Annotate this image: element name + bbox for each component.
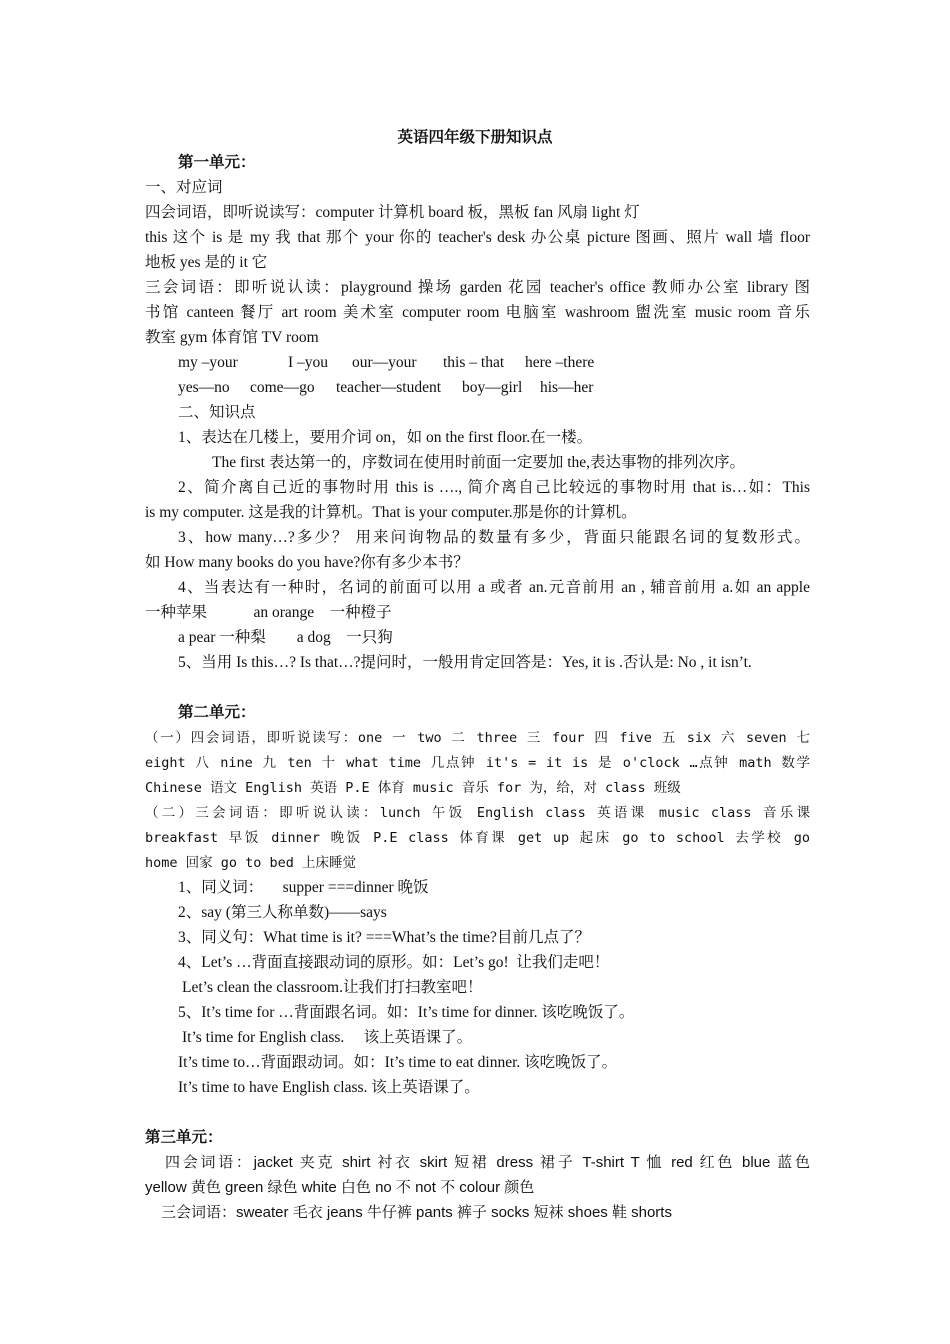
opposite-pair: come—go [250,379,315,396]
knowledge-point: 2、say (第三人称单数)——says [178,904,387,921]
unit2-line: （一）四会词语，即听说读写：one 一 two 二 three 三 four 四 five 五 six 六 seven 七 [145,730,810,746]
unit1-line: 书馆 canteen 餐厅 art room 美术室 computer room 电脑室 washroom 盥洗室 music room 音乐 [145,304,810,321]
knowledge-point: 1、同义词： supper ===dinner 晚饭 [178,879,429,896]
knowledge-point: 3、同义句：What time is it? ===What’s the time?目前几点了？ [178,929,590,946]
opposite-pair: my –your [178,354,238,371]
unit1-line: 一、对应词 [145,179,223,196]
unit1-line: 地板 yes 是的 it 它 [145,254,268,271]
opposites-row [178,378,810,398]
unit2-line: Chinese 语文 English 英语 P.E 体育 music 音乐 for 为，给，对 class 班级 [145,780,681,796]
knowledge-point: It’s time for English class. 该上英语课了。 [182,1029,473,1046]
knowledge-point: a pear 一种梨 a dog 一只狗 [178,629,393,646]
opposite-pair: his—her [540,379,594,396]
knowledge-point: 5、当用 Is this…? Is that…?提问时，一般用肯定回答是：Yes, it is .否认是: No , it isn’t. [178,654,752,671]
knowledge-point: The first 表达第一的，序数词在使用时前面一定要加 the,表达事物的排列次序。 [212,454,746,471]
unit2-line: （二）三会词语：即听说认读：lunch 午饭 English class 英语课 music class 音乐课 [145,805,810,821]
knowledge-point: It’s time to…背面跟动词。如：It’s time to eat dinner. 该吃晚饭了。 [178,1054,618,1071]
unit3-line: 四会词语：jacket 夹克 shirt 衬衣 skirt 短裙 dress 裙子 T-shirt T 恤 red 红色 blue 蓝色 [165,1154,810,1171]
opposite-pair: here –there [525,354,595,371]
knowledge-point: 4、Let’s …背面直接跟动词的原形。如：Let’s go! 让我们走吧！ [178,954,610,971]
unit1-heading: 第一单元： [178,154,256,171]
unit3-heading: 第三单元： [145,1129,223,1146]
opposite-pair: I –you [288,354,329,371]
unit3-line: yellow 黄色 green 绿色 white 白色 no 不 not 不 colour 颜色 [145,1179,535,1196]
unit1-line: this 这个 is 是 my 我 that 那个 your 你的 teacher's desk 办公桌 picture 图画、照片 wall 墙 floor [145,229,810,246]
knowledge-point: 4、当表达有一种时，名词的前面可以用 a 或者 an.元音前用 an , 辅音前用 a.如 an apple [178,579,810,596]
opposites-row [178,353,810,373]
unit1-line: 三会词语：即听说认读：playground 操场 garden 花园 teacher's office 教师办公室 library 图 [145,279,810,296]
knowledge-point: It’s time to have English class. 该上英语课了。 [178,1079,480,1096]
unit2-line: home 回家 go to bed 上床睡觉 [145,855,357,871]
opposite-pair: our—your [352,354,417,371]
unit3-line: 三会词语：sweater 毛衣 jeans 牛仔裤 pants 裤子 socks 短袜 shoes 鞋 shorts [161,1204,672,1221]
opposite-pair: teacher—student [336,379,442,396]
unit1-line: 四会词语，即听说读写：computer 计算机 board 板，黑板 fan 风扇 light 灯 [145,204,640,221]
knowledge-point: 一种苹果 an orange 一种橙子 [145,604,392,621]
opposite-pair: yes—no [178,379,230,396]
unit2-line: breakfast 早饭 dinner 晚饭 P.E class 体育课 get up 起床 go to school 去学校 go [145,830,810,846]
knowledge-point: 2、简介离自己近的事物时用 this is …., 简介离自己比较远的事物时用 that is…如：This [178,479,810,496]
knowledge-point: 1、表达在几楼上，要用介词 on，如 on the first floor.在一楼。 [178,429,593,446]
knowledge-point: 5、It’s time for …背面跟名词。如：It’s time for dinner. 该吃晚饭了。 [178,1004,635,1021]
opposite-pair: boy—girl [462,379,523,396]
unit2-heading: 第二单元： [178,704,256,721]
knowledge-point: 如 How many books do you have?你有多少本书？ [145,554,469,571]
unit2-line: eight 八 nine 九 ten 十 what time 几点钟 it's = it is 是 o'clock …点钟 math 数学 [145,755,810,771]
knowledge-point: Let’s clean the classroom.让我们打扫教室吧！ [182,979,483,996]
knowledge-heading: 二、知识点 [178,404,256,421]
document-title: 英语四年级下册知识点 [397,129,553,146]
unit1-line: 教室 gym 体育馆 TV room [145,329,319,346]
opposite-pair: this – that [443,354,505,371]
knowledge-point: is my computer. 这是我的计算机。That is your computer.那是你的计算机。 [145,504,637,521]
knowledge-point: 3、how many…?多少？ 用来问询物品的数量有多少，背面只能跟名词的复数形式。 [178,529,810,546]
